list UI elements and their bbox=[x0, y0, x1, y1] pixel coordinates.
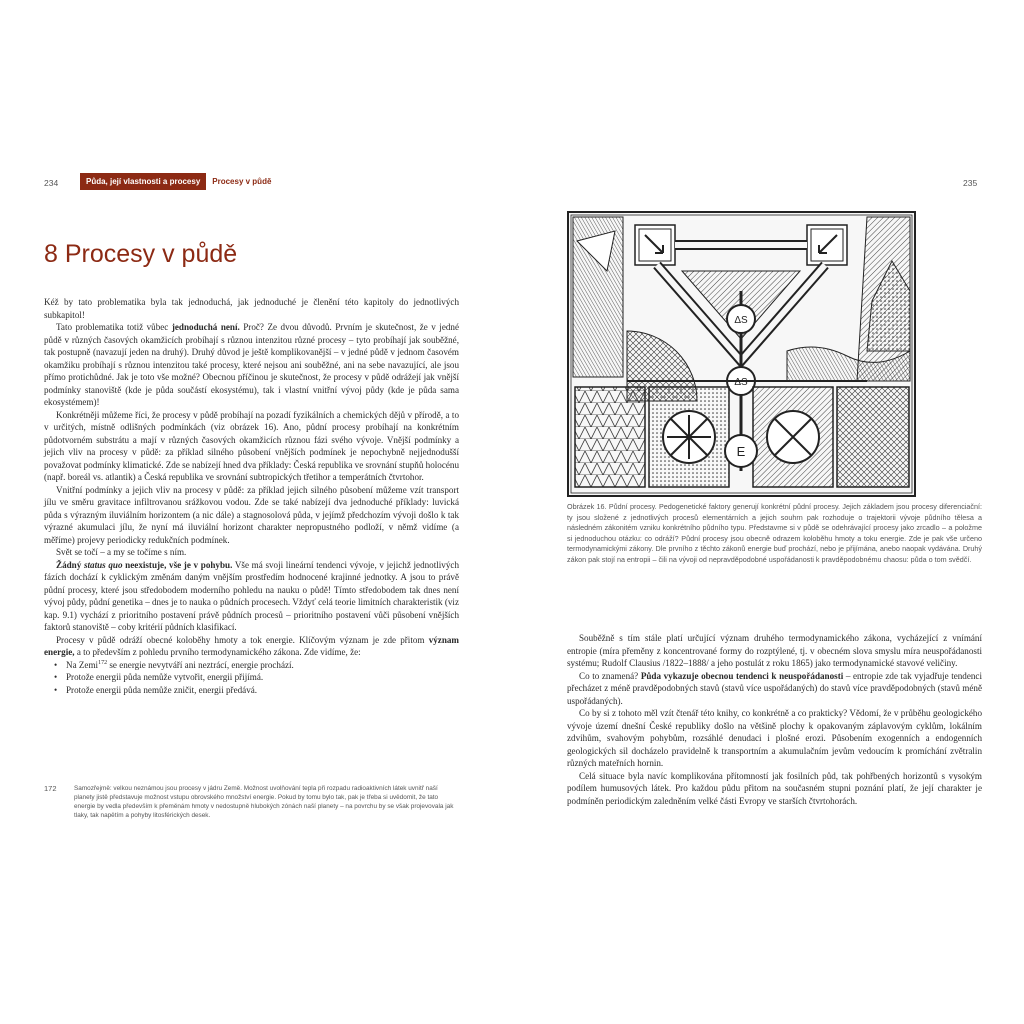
entropy-symbol-top: ΔS bbox=[734, 315, 748, 326]
footnote-number: 172 bbox=[44, 784, 57, 793]
header-chapter: Půda, její vlastnosti a procesy bbox=[80, 173, 206, 190]
footnote bbox=[44, 784, 459, 820]
paragraph: Procesy v půdě odráží obecné koloběhy hmoty a tok energie. Klíčovým význam je zde přitom význam energie, a to především z pohledu prvního termodynamického zákona. Zde vidíme, že: bbox=[44, 634, 459, 657]
list-item: • Protože energii půda nemůže vytvořit, energii přijímá. bbox=[58, 671, 459, 684]
paragraph: Kéž by tato problematika byla tak jednoduchá, jak jednoduché je členění této kapitoly do jednotlivých subkapitol! bbox=[44, 297, 459, 320]
running-header bbox=[80, 173, 277, 190]
paragraph: Svět se točí – a my se točíme s ním. bbox=[56, 547, 187, 557]
figure-caption: Obrázek 16. Půdní procesy. Pedogenetické faktory generují konkrétní půdní procesy. Jejich základem jsou procesy diferenciační: ty jsou složené z jednotlivých procesů elementárních a jejich souhrn pak rozhoduje o trajektorii vývoje půdního tělesa a následném zákonitém vzniku konkrétního půdního typu. Představme si v půdě se odehrávající procesy jako zrcadlo – a položme si jednoduchou otázku: co odráží? Půdní procesy jsou obecně odrazem koloběhu hmoty a toku energie. Zde je pak vše určeno termodynamickými zákony. Dle prvního z těchto zákonů energie buď prochází, nebo je přijímána, anebo naopak vydávána. Druhý zákon pak stojí na entropii – čili na vývoji od nepravděpodobné uspořádanosti k pravděpodobnému chaosu: půda o tom svědčí. bbox=[567, 502, 982, 564]
paragraph: Co by si z tohoto měl vzít čtenář této knihy, co konkrétně a co prakticky? Vědomí, že v průběhu geologického vývoje území dnešní České republiky došlo na většině plochy k opakovaným záplavovým cyklům, lokálním zdvihům, svahovým pohybům, rozsáhlé denudaci i plošné erozi. Působením exogenních a endogenních geologických sil docházelo pravidelně k transportním a akumulačním jevům vedoucím k promíchání zvětralin různých mateřních hornin. bbox=[567, 708, 982, 768]
page-number: 234 bbox=[44, 178, 59, 188]
paragraph: Souběžně s tím stále platí určující význam druhého termodynamického zákona, vycházející z vnímání entropie (míra přeměny z koncentrované formy do rozptýlené, tj. v obecném slova smyslu míra neuspořádanosti systému; Rudolf Clausius /1822–1888/ a jeho postulát z roku 1865) jako termodynamické stavové veličiny. bbox=[567, 633, 982, 668]
right-body-text bbox=[567, 632, 982, 807]
paragraph: Tato problematika totiž vůbec jednoduchá není. Proč? Ze dvou důvodů. Prvním je skutečnost, že v jedné půdě v různých časových okamžicích probíhají s různou intenzitou různé procesy – tyto probíhají jak souběžné, tak postupně (navazují jeden na druhý). Druhý důvod je ještě komplikovanější – v jedné půdě v jednom časovém okamžiku probíhají s různou intenzitou také procesy, které nejsou ani souběžné, ani na sebe navazující, ale jsou přímo protichůdné. Jak je toto vše možné? Obecnou příčinou je skutečnost, že procesy v půdě odrážejí jak vnější podmínky stanoviště (kde je půda součástí ekosystému), tak i vlastní vnitřní vývoj půdy (kde je půda sama ekosystémem)! bbox=[44, 322, 459, 407]
left-body-text bbox=[44, 296, 459, 696]
paragraph: Co to znamená? Půda vykazuje obecnou tendenci k neuspořádanosti – entropie zde tak vyjadřuje tendenci přecházet z méně pravděpodobných stavů (stavů více uspořádaných) do stavů více pravděpodobných (stavů méně uspořádaných). bbox=[567, 670, 982, 706]
list-item: • Na Zemi$^{172}$ se energie nevytváří ani neztrácí, energie prochází. bbox=[58, 659, 459, 672]
header-section: Procesy v půdě bbox=[212, 177, 272, 186]
paragraph: Vnitřní podmínky a jejich vliv na procesy v půdě: za příklad jejich silného působení můžeme vzít transport jílu ve směru gravitace infiltrovanou srážkovou vodou. Zde se také nabízejí dva jednoduché příklady: luvická půda s výrazným iluviálním horizontem (a nic dále) a stagnosolová půda, v jejímž předchozím vývoji došlo k tak výrazné akumulaci jílu, že nyní má iluviální horizont charakter nepropustného podloží, v němž vidíme (a měříme) projevy periodicky redukčních podmínek. bbox=[44, 484, 459, 545]
paragraph: Konkrétněji můžeme říci, že procesy v půdě probíhají na pozadí fyzikálních a chemických dějů v přírodě, a to v určitých, místně odlišných podmínkách (viz obrázek 16). Ano, půdní procesy probíhají na konkrétním půdotvorném substrátu a mají v různých časových okamžicích různou fázi svého vývoje. Vnější podmínky a jejich vliv na procesy v půdě: za příklad silného působení vnějších podmínek je nepochybně nejjednodušší považovat podmínky klimatické. Zde se nabízejí hned dva příklady: Česká republika ve srovnání stupňů holocénu (např. boreál vs. atlantik) a Česká republika ve srovnání subtropických třetihor a temperátních čtvrtohor. bbox=[44, 409, 459, 482]
soil-process-illustration bbox=[567, 211, 916, 497]
footnote-ref[interactable]: 172 bbox=[98, 659, 108, 666]
paragraph: Celá situace byla navíc komplikována přítomností jak fosilních půd, tak pohřbených horizontů s vysokým podílem humusových látek. Pro každou půdu přitom na současném stupni poznání platí, že její charakter je podmíněn periodickým zaledněním velké části Evropy ve starších čtvrtohorách. bbox=[567, 770, 982, 806]
chapter-title: 8 Procesy v půdě bbox=[44, 240, 238, 268]
entropy-symbol-bottom: ΔS bbox=[734, 377, 748, 388]
list-item: • Protože energii půda nemůže zničit, energii předává. bbox=[58, 684, 459, 697]
page-number: 235 bbox=[963, 178, 978, 188]
footnote-text: Samozřejmě: velkou neznámou jsou procesy v jádru Země. Možnost uvolňování tepla při rozpadu radioaktivních látek uvnitř naší planety jistě představuje možnost vstupu obrovského množství energie. Pokud by tomu bylo tak, pak je třeba si uvědomit, že tato energie by vedla především k přeměnám hmoty v nedostupně hlubokých zónách naší planety – na povrchu by se však projevovala jak tlaky, tak napětím a pohyby litosférických desek. bbox=[74, 785, 454, 819]
paragraph: Žádný status quo neexistuje, vše je v pohybu. Vše má svoji lineární tendenci vývoje, v jejichž jednotlivých fázích dochází k cyklickým změnám daným vnějším prostředím hodnocené krajinné jednotky. A jsou to právě půdní procesy, které jsou středobodem moderního pohledu na nauku o půdě! Tímto středobodem tak dnes není vývoj půdy, půdní genetika – dnes je to nauka o půdních procesech. Vždyť celá teorie limitních charakteristik (viz kap. 9.1) vychází z prioritního postavení právě půdních procesů – prioritního postavení vůči působení vnějších faktorů stanoviště – coby kritérií půdních klasifikací. bbox=[44, 559, 459, 632]
bullet-list bbox=[44, 659, 459, 697]
energy-symbol: E bbox=[736, 444, 746, 459]
